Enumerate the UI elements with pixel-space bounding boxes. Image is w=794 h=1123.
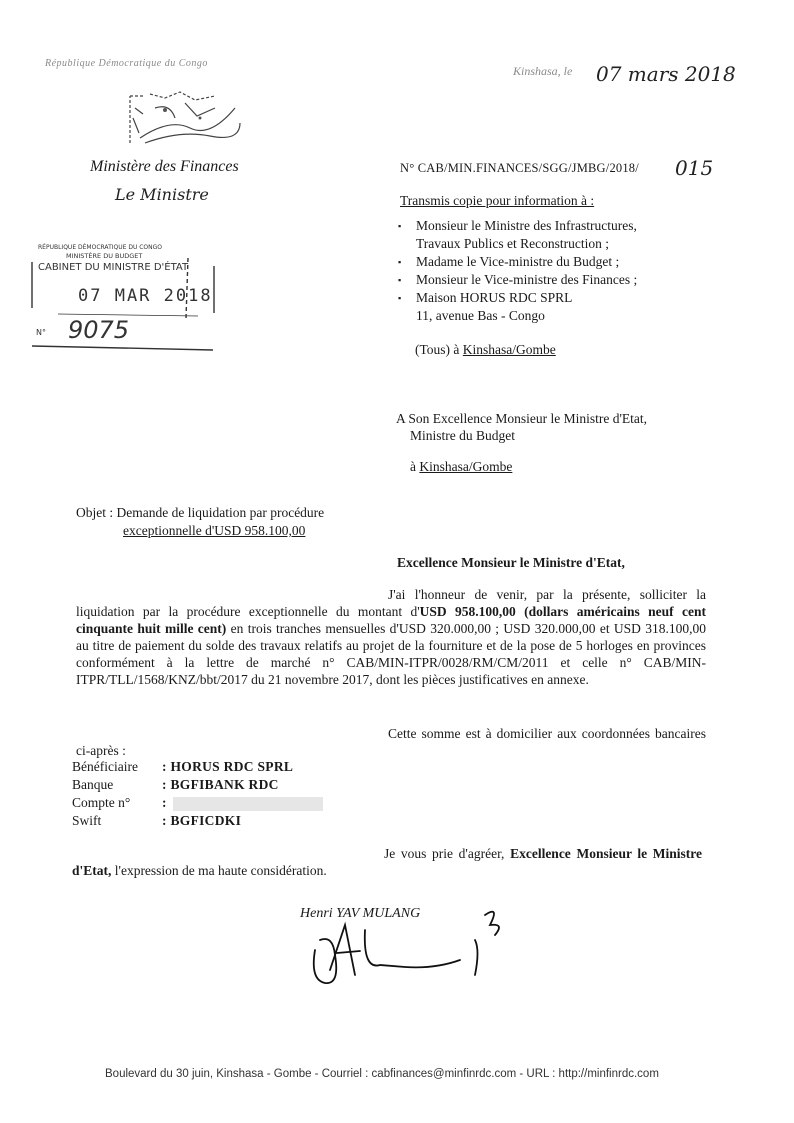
salutation: Excellence Monsieur le Ministre d'Etat, <box>397 555 625 570</box>
paragraph-text: J'ai l'honneur de venir, par la présente, solliciter la liquidation par la procédure exceptionnelle du montant d' <box>76 587 706 619</box>
place-date-label: Kinshasa, le <box>513 64 573 78</box>
paragraph-text-end: en trois tranches mensuelles d'USD 320.000,00 ; USD 320.000,00 et USD 318.100,00 au titre de paiement du solde des travaux relatifs au projet de la fourniture et de la pose de 5 horloges en provinces conformément à la lettre de marché n° CAB/MIN-ITPR/0028/RM/CM/2011 et celle n° CAB/MIN-ITPR/TLL/1568/KNZ/bbt/2017 du 21 novembre 2017, dont les pièces justificatives en annexe. <box>76 621 707 687</box>
stamp-number: 9075 <box>68 316 130 344</box>
recipient-line: Maison HORUS RDC SPRL <box>416 290 573 305</box>
bank-label: Banque <box>72 777 114 792</box>
recipient-line: Monsieur le Ministre des Infrastructures, <box>416 218 637 233</box>
body-paragraph-2 <box>76 725 706 759</box>
addressee-place: Kinshasa/Gombe <box>419 459 513 474</box>
bullet-icon: ▪ <box>398 275 402 285</box>
stamp-date: 07 MAR 2018 <box>78 286 213 306</box>
table-row <box>72 759 327 777</box>
coat-of-arms-emblem <box>125 88 245 148</box>
subject-line-2 <box>123 523 305 539</box>
footer-address: Boulevard du 30 juin, Kinshasa - Gombe - Courriel : cabfinances@minfinrdc.com - URL : http://minfinrdc.com <box>105 1068 659 1080</box>
recipient-line: Monsieur le Vice-ministre des Finances ; <box>416 272 638 287</box>
list-item <box>398 271 637 289</box>
handwritten-date: 07 mars 2018 <box>596 62 736 86</box>
bank-value: : BGFIBANK RDC <box>162 777 279 792</box>
subject-text: Demande de liquidation par procédure <box>116 505 325 520</box>
bank-label: Compte n° <box>72 795 131 810</box>
reference-suffix: 015 <box>675 156 714 180</box>
closing-text: Je vous prie d'agréer, <box>384 846 511 861</box>
closing-paragraph <box>72 845 702 879</box>
stamp-number-label: N° <box>36 328 46 337</box>
bullet-icon: ▪ <box>398 221 402 231</box>
subject-text-2: exceptionnelle d'USD 958.100,00 <box>123 523 306 538</box>
bullet-icon: ▪ <box>398 293 402 303</box>
addressee-line-1: A Son Excellence Monsieur le Ministre d'Etat, <box>396 411 648 426</box>
addressee-line-3 <box>410 459 512 475</box>
stamp-line-1: RÉPUBLIQUE DÉMOCRATIQUE DU CONGO <box>38 244 163 251</box>
list-item <box>398 217 637 253</box>
copy-recipients-list <box>398 217 637 325</box>
stamp-line-3: CABINET DU MINISTRE D'ÉTAT <box>38 262 189 273</box>
bank-label: Bénéficiaire <box>72 759 138 774</box>
table-row <box>72 795 327 813</box>
subject-label: Objet : <box>76 505 117 520</box>
bullet-icon: ▪ <box>398 257 402 267</box>
bank-value <box>162 795 327 813</box>
table-row <box>72 813 327 831</box>
copy-destination-prefix: (Tous) à <box>415 342 463 357</box>
reception-stamp <box>28 238 218 356</box>
paragraph-amount: USD 958.100,00 (dollars américains neuf cent cinquante huit mille cent) <box>76 604 706 636</box>
closing-bold: Excellence Monsieur le Ministre d'Etat, <box>72 846 702 878</box>
addressee-prefix: à <box>410 459 420 474</box>
bank-value: : BGFICDKI <box>162 813 242 828</box>
copy-destination <box>415 342 556 358</box>
signer-name: Henri YAV MULANG <box>300 906 421 921</box>
stamp-line-2: MINISTÈRE DU BUDGET <box>66 252 143 260</box>
table-row <box>72 777 327 795</box>
subject-line-1 <box>76 505 324 521</box>
republic-header: République Démocratique du Congo <box>45 58 208 69</box>
list-item <box>398 289 637 325</box>
copy-title-text: Transmis copie pour information à : <box>400 193 595 208</box>
recipient-line: Travaux Publics et Reconstruction ; <box>416 236 609 251</box>
ministry-name: Ministère des Finances <box>90 158 239 175</box>
paragraph-text: Cette somme est à domicilier aux coordonnées bancaires ci-après : <box>76 726 706 758</box>
closing-text-end: l'expression de ma haute considération. <box>111 863 327 878</box>
bank-value: : HORUS RDC SPRL <box>162 759 294 774</box>
le-ministre-signature-label: Le Ministre <box>115 185 209 204</box>
copy-destination-place: Kinshasa/Gombe <box>462 342 556 357</box>
body-paragraph-1 <box>76 586 706 688</box>
bank-label: Swift <box>72 813 102 828</box>
list-item <box>398 253 637 271</box>
recipient-line: Madame le Vice-ministre du Budget ; <box>416 254 620 269</box>
bank-details-table <box>72 759 327 831</box>
recipient-line: 11, avenue Bas - Congo <box>416 308 545 323</box>
addressee-line-2: Ministre du Budget <box>410 428 515 443</box>
copy-title <box>400 193 594 209</box>
reference-number: N° CAB/MIN.FINANCES/SGG/JMBG/2018/ <box>400 161 639 175</box>
redacted-account-number <box>173 797 323 811</box>
bank-value-colon: : <box>162 795 167 810</box>
